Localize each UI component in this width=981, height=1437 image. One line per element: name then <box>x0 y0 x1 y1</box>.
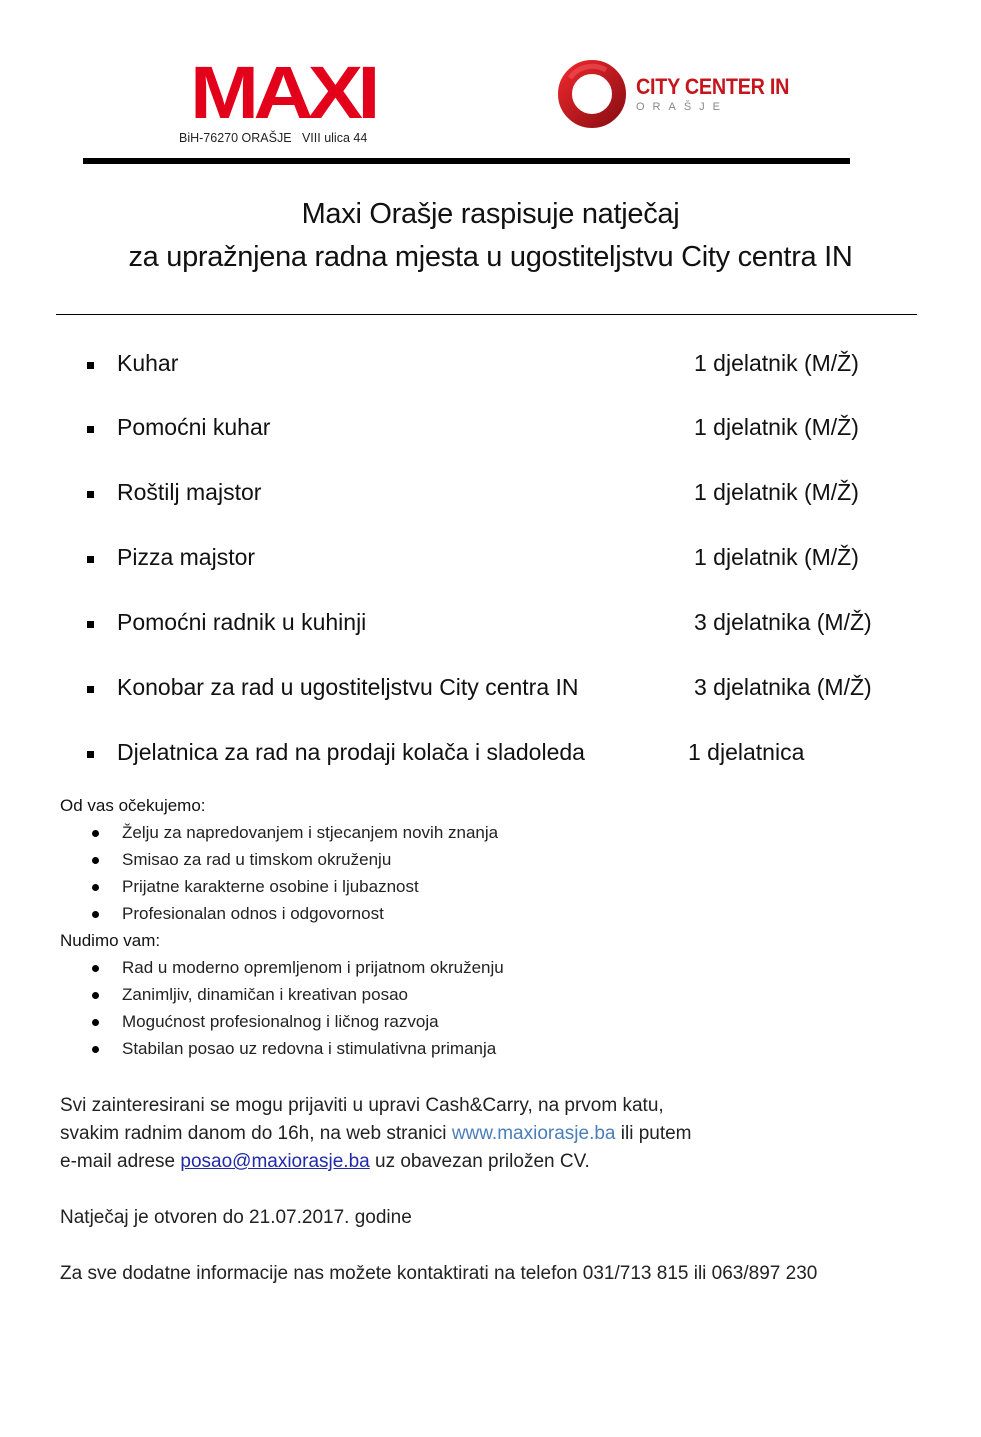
list-item <box>0 985 981 1007</box>
position-row <box>0 479 981 511</box>
bullet-icon <box>92 992 99 999</box>
contact-text: Za sve dodatne informacije nas možete kontaktirati na telefon 031/713 815 ili 063/897 230 <box>60 1263 818 1284</box>
city-center-ring-icon <box>556 58 628 130</box>
position-row <box>0 350 981 382</box>
position-title: Konobar za rad u ugostiteljstvu City centra IN <box>117 674 579 700</box>
bullet-icon <box>92 1019 99 1026</box>
square-bullet-icon <box>87 491 94 498</box>
list-item <box>0 850 981 872</box>
square-bullet-icon <box>87 362 94 369</box>
offers-heading: Nudimo vam: <box>60 931 161 950</box>
apply-line1: Svi zainteresirani se mogu prijaviti u upravi Cash&Carry, na prvom katu, <box>60 1095 664 1116</box>
list-item <box>0 904 981 926</box>
list-item-text: Profesionalan odnos i odgovornost <box>122 904 384 923</box>
position-count: 3 djelatnika (M/Ž) <box>694 674 872 700</box>
title-divider <box>56 314 917 315</box>
square-bullet-icon <box>87 556 94 563</box>
page-title-line1: Maxi Orašje raspisuje natječaj <box>301 198 680 230</box>
square-bullet-icon <box>87 751 94 758</box>
square-bullet-icon <box>87 621 94 628</box>
list-item-text: Prijatne karakterne osobine i ljubaznost <box>122 877 419 896</box>
bullet-icon <box>92 911 99 918</box>
position-row <box>0 739 981 771</box>
position-title: Kuhar <box>117 350 179 376</box>
position-count: 1 djelatnik (M/Ž) <box>694 350 859 376</box>
company-address: BiH-76270 ORAŠJE VIII ulica 44 <box>179 131 368 145</box>
bullet-icon <box>92 1046 99 1053</box>
position-title: Pomoćni kuhar <box>117 414 271 440</box>
list-item-text: Želju za napredovanjem i stjecanjem novih znanja <box>122 823 499 842</box>
city-center-name: CITY CENTER IN <box>636 74 790 99</box>
list-item-text: Smisao za rad u timskom okruženju <box>122 850 392 869</box>
position-count: 1 djelatnica <box>688 739 805 765</box>
list-item <box>0 823 981 845</box>
list-item-text: Mogućnost profesionalnog i ličnog razvoja <box>122 1012 439 1031</box>
list-item <box>0 1012 981 1034</box>
email-link[interactable]: posao@maxiorasje.ba <box>180 1151 370 1172</box>
header-divider <box>83 158 850 164</box>
city-center-city: ORAŠJE <box>636 101 729 113</box>
position-row <box>0 674 981 706</box>
bullet-icon <box>92 965 99 972</box>
apply-line2 <box>60 1120 692 1148</box>
list-item-text: Zanimljiv, dinamičan i kreativan posao <box>122 985 408 1004</box>
bullet-icon <box>92 857 99 864</box>
position-count: 1 djelatnik (M/Ž) <box>694 544 859 570</box>
position-count: 1 djelatnik (M/Ž) <box>694 479 859 505</box>
apply-line2-text: svakim radnim danom do 16h, na web stranici <box>60 1123 452 1144</box>
deadline-text: Natječaj je otvoren do 21.07.2017. godine <box>60 1207 412 1228</box>
position-title: Roštilj majstor <box>117 479 262 505</box>
list-item-text: Rad u moderno opremljenom i prijatnom okruženju <box>122 958 504 977</box>
position-title: Pomoćni radnik u kuhinji <box>117 609 367 635</box>
maxi-logo: MAXI <box>190 51 375 134</box>
position-title: Pizza majstor <box>117 544 256 570</box>
website-link[interactable]: www.maxiorasje.ba <box>451 1123 616 1144</box>
position-title: Djelatnica za rad na prodaji kolača i sladoleda <box>117 739 585 765</box>
apply-line3-text: e-mail adrese <box>60 1151 181 1172</box>
list-item <box>0 877 981 899</box>
apply-line3 <box>60 1148 590 1176</box>
list-item-text: Stabilan posao uz redovna i stimulativna primanja <box>122 1039 497 1058</box>
position-row <box>0 414 981 446</box>
position-row <box>0 544 981 576</box>
position-count: 1 djelatnik (M/Ž) <box>694 414 859 440</box>
apply-line2-tail: ili putem <box>615 1123 692 1144</box>
square-bullet-icon <box>87 426 94 433</box>
square-bullet-icon <box>87 686 94 693</box>
apply-line3-tail: uz obavezan priložen CV. <box>369 1151 590 1172</box>
position-count: 3 djelatnika (M/Ž) <box>694 609 872 635</box>
bullet-icon <box>92 830 99 837</box>
list-item <box>0 1039 981 1061</box>
position-row <box>0 609 981 641</box>
list-item <box>0 958 981 980</box>
expectations-heading: Od vas očekujemo: <box>60 796 206 815</box>
page-title-line2: za upražnjena radna mjesta u ugostiteljstvu City centra IN <box>128 241 853 273</box>
bullet-icon <box>92 884 99 891</box>
